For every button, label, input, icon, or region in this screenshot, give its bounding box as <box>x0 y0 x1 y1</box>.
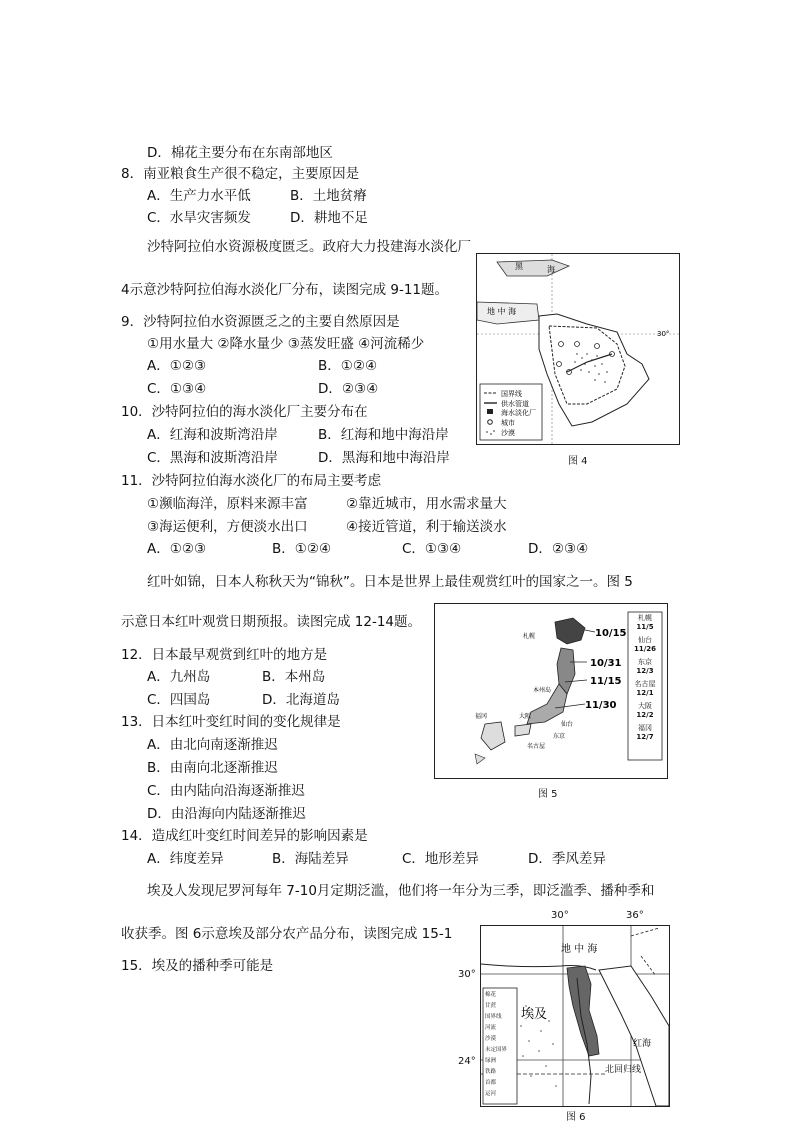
q11-item4: ④接近管道，利于输送淡水 <box>346 519 507 535</box>
q9-option-c: C．①③④ <box>147 381 207 397</box>
q13-stem: 13．日本红叶变红时间的变化规律是 <box>121 714 341 730</box>
q14-option-d: D．季风差异 <box>528 851 606 867</box>
passage3-line2: 收获季。图 6示意埃及部分农产品分布，读图完成 15-1 <box>121 926 453 942</box>
q9-option-b: B．①②④ <box>318 358 378 374</box>
q11-stem: 11．沙特阿拉伯海水淡化厂的布局主要考虑 <box>121 473 382 489</box>
q11-option-b: B．①②④ <box>272 541 332 557</box>
fig6-legend-item: 甘蔗 <box>485 1003 497 1009</box>
q10-option-a: A．红海和波斯湾沿岸 <box>147 427 278 443</box>
fig6-legend-item: 绿洲 <box>485 1058 497 1064</box>
fig5-date-4: 11/30 <box>585 700 617 711</box>
q9-items: ①用水量大 ②降水量少 ③蒸发旺盛 ④河流稀少 <box>147 336 425 352</box>
q8-option-d: D．耕地不足 <box>290 210 368 226</box>
fig5-date-1: 10/15 <box>595 628 627 639</box>
fig5-city-fukuoka: 福冈 <box>475 713 488 720</box>
q10-stem: 10．沙特阿拉伯的海水淡化厂主要分布在 <box>121 404 368 420</box>
q8-stem: 8．南亚粮食生产很不稳定，主要原因是 <box>121 166 360 182</box>
fig4-legend-plant: 海水淡化厂 <box>501 409 536 417</box>
q11-item1: ①濒临海洋，原料来源丰富 <box>147 496 308 512</box>
passage3-line1: 埃及人发现尼罗河每年 7-10月定期泛滥，他们将一年分为三季，即泛滥季、播种季和 <box>147 883 655 899</box>
fig5-legend <box>629 614 661 742</box>
fig4-legend-pipeline: 供水管道 <box>501 400 529 408</box>
q14-option-a: A．纬度差异 <box>147 851 224 867</box>
q9-stem: 9．沙特阿拉伯水资源匮乏之的主要自然原因是 <box>121 314 400 330</box>
fig6-legend-item: 棉花 <box>485 992 497 998</box>
fig6-legend-item: 沙漠 <box>485 1036 497 1042</box>
fig6-lat-24: 24° <box>458 1056 476 1067</box>
q8-option-c: C．水旱灾害频发 <box>147 210 251 226</box>
q12-option-d: D．北海道岛 <box>262 692 340 708</box>
q11-option-c: C．①③④ <box>402 541 462 557</box>
figure-5-map <box>434 603 668 779</box>
fig5-date-3: 11/15 <box>590 676 622 687</box>
fig5-city-tokyo: 东京 <box>553 733 566 740</box>
q11-item2: ②靠近城市，用水需求量大 <box>346 496 507 512</box>
q12-option-b: B．本州岛 <box>262 669 326 685</box>
figure-6-map <box>480 925 670 1107</box>
fig4-legend-city: 城市 <box>501 419 515 427</box>
fig5-city-sapporo: 札幌 <box>523 633 536 640</box>
fig6-legend-item: 运河 <box>485 1091 497 1097</box>
q12-option-c: C．四国岛 <box>147 692 211 708</box>
q13-option-c: C．由内陆向沿海逐渐推迟 <box>147 783 305 799</box>
q15-stem: 15．埃及的播种季可能是 <box>121 958 274 974</box>
q13-option-a: A．由北向南逐渐推迟 <box>147 737 278 753</box>
passage1-line2: 4示意沙特阿拉伯海水淡化厂分布，读图完成 9-11题。 <box>121 282 449 298</box>
q9-option-d: D．②③④ <box>318 381 379 397</box>
fig4-legend-desert: 沙漠 <box>501 429 515 437</box>
fig5-legend-item: 大阪 12/2 <box>636 702 654 719</box>
fig6-tropic-label: 北回归线 <box>605 1065 642 1075</box>
fig6-lon-30: 30° <box>551 910 569 921</box>
q14-option-c: C．地形差异 <box>402 851 479 867</box>
q8-option-b: B．土地贫瘠 <box>290 188 367 204</box>
fig5-legend-item: 福冈 12/7 <box>636 724 654 741</box>
fig5-city-nagoya: 名古屋 <box>527 743 546 750</box>
fig5-legend-item: 名古屋 12/1 <box>634 680 656 697</box>
q10-option-d: D．黑海和地中海沿岸 <box>318 450 450 466</box>
fig6-legend-item: 铁路 <box>485 1069 497 1075</box>
fig4-black-sea-label: 黑 <box>515 262 523 271</box>
fig5-city-honshu: 本州岛 <box>533 687 552 694</box>
passage1-line1: 沙特阿拉伯水资源极度匮乏。政府大力投建海水淡化厂 <box>147 239 471 255</box>
figure-4-map <box>476 253 680 445</box>
fig4-med-label: 地 中 海 <box>487 307 517 316</box>
figure-4-svg <box>477 254 679 444</box>
passage2-line1: 红叶如锦，日本人称秋天为“锦秋”。日本是世界上最佳观赏红叶的国家之一。图 5 <box>147 574 633 590</box>
q13-option-b: B．由南向北逐渐推迟 <box>147 760 278 776</box>
q7-option-d: D．棉花主要分布在东南部地区 <box>147 145 333 161</box>
fig6-legend-item: 河流 <box>485 1025 497 1031</box>
q10-option-b: B．红海和地中海沿岸 <box>318 427 449 443</box>
q10-option-c: C．黑海和波斯湾沿岸 <box>147 450 278 466</box>
q9-option-a: A．①②③ <box>147 358 207 374</box>
fig5-legend-item: 仙台 11/26 <box>633 636 657 653</box>
fig6-red-sea-label: 红海 <box>633 1039 652 1049</box>
figure-6-caption: 图 6 <box>566 1112 586 1123</box>
fig5-city-osaka: 大阪 <box>519 713 532 720</box>
figure-4-caption: 图 4 <box>568 456 588 467</box>
q14-stem: 14．造成红叶变红时间差异的影响因素是 <box>121 828 368 844</box>
q11-option-a: A．①②③ <box>147 541 207 557</box>
fig5-legend-item: 东京 12/3 <box>636 658 654 675</box>
fig5-city-sendai: 仙台 <box>561 721 574 728</box>
q11-item3: ③海运便利，方便淡水出口 <box>147 519 308 535</box>
fig6-lat-30: 30° <box>458 969 476 980</box>
fig6-legend-item: 国界线 <box>485 1014 502 1020</box>
fig5-legend-item: 札幌 11/5 <box>636 614 654 631</box>
q12-option-a: A．九州岛 <box>147 669 211 685</box>
fig6-legend-item: 首都 <box>485 1080 497 1086</box>
fig5-date-2: 10/31 <box>590 658 622 669</box>
fig6-med-label: 地 中 海 <box>561 944 598 955</box>
fig6-lon-36: 36° <box>626 910 644 921</box>
fig6-legend <box>485 990 517 1100</box>
passage2-line2: 示意日本红叶观赏日期预报。读图完成 12-14题。 <box>121 614 422 630</box>
q13-option-d: D．由沿海向内陆逐渐推迟 <box>147 806 306 822</box>
fig4-lat-30: 30° <box>657 330 670 338</box>
figure-5-caption: 图 5 <box>538 789 558 800</box>
fig4-black-sea-label2: 海 <box>547 265 555 274</box>
q14-option-b: B．海陆差异 <box>272 851 349 867</box>
fig6-legend-item: 未定国界 <box>485 1047 508 1053</box>
q11-option-d: D．②③④ <box>528 541 589 557</box>
fig4-legend-border: 国界线 <box>501 390 522 398</box>
q8-option-a: A．生产力水平低 <box>147 188 251 204</box>
q12-stem: 12．日本最早观赏到红叶的地方是 <box>121 647 328 663</box>
fig6-country-label: 埃及 <box>521 1007 548 1022</box>
